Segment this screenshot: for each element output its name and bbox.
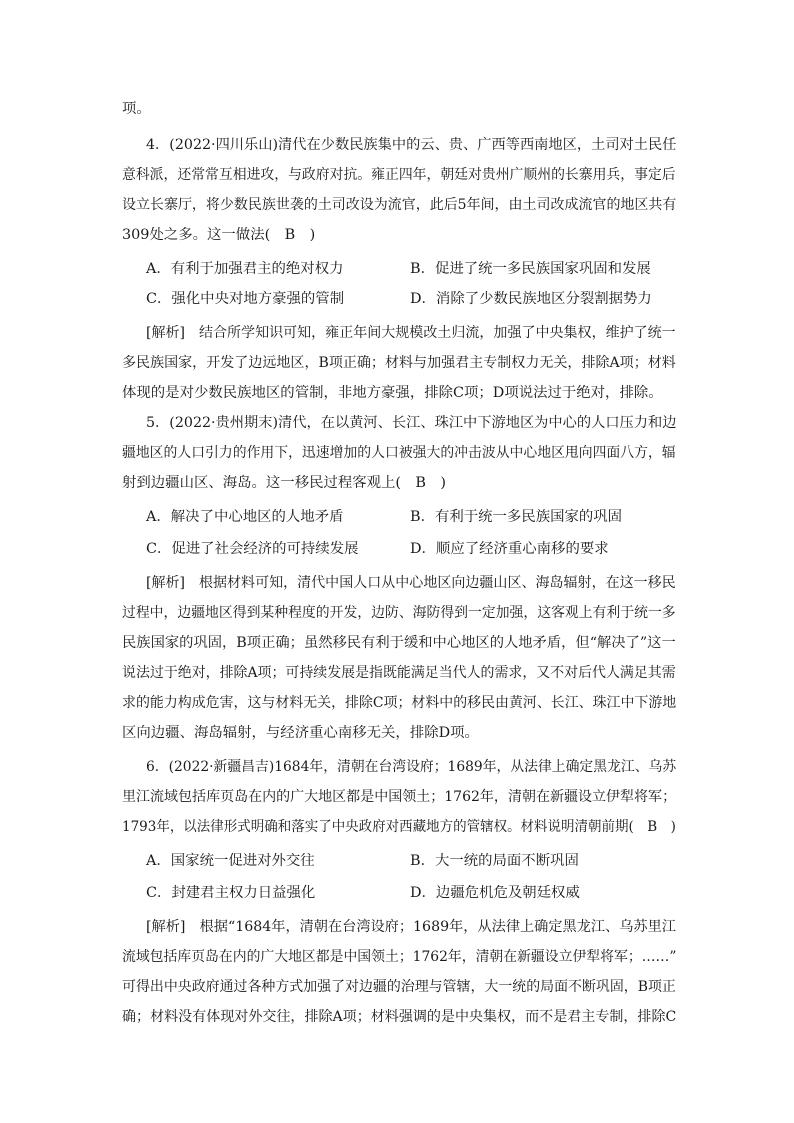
q4-option-d: D．消除了少数民族地区分裂割据势力: [410, 291, 652, 307]
q4-analysis-line: 多民族国家，开发了边远地区，B项正确；材料与加强君主专制权力无关，排除A项；材料: [122, 355, 676, 371]
q4-stem-line: 4．(2022·四川乐山)清代在少数民族集中的云、贵、广西等西南地区，土司对土民任: [146, 137, 677, 153]
q6-option-b: B．大一统的局面不断巩固: [410, 853, 579, 869]
q4-stem-line: 309处之多。这一做法( B ): [122, 227, 316, 243]
q6-option-c: C．封建君主权力日益强化: [146, 885, 316, 901]
q5-option-a: A．解决了中心地区的人地矛盾: [146, 509, 344, 525]
q5-analysis-line: 求的能力构成危害，这与材料无关，排除C项；材料中的移民由黄河、长江、珠江中下游地: [122, 695, 677, 711]
q4-option-a: A．有利于加强君主的绝对权力: [146, 261, 344, 277]
q4-option-c: C．强化中央对地方豪强的管制: [146, 291, 345, 307]
q6-option-d: D．边疆危机危及朝廷权威: [410, 885, 580, 901]
q6-stem-line: 里江流域包括库页岛在内的广大地区都是中国领土；1762年，清朝在新疆设立伊犁将军；: [122, 789, 677, 805]
q5-analysis-line: 说法过于绝对，排除A项；可持续发展是指既能满足当代人的需求，又不对后代人满足其需: [122, 665, 676, 681]
q4-analysis-line: 体现的是对少数民族地区的管制，非地方豪强，排除C项；D项说法过于绝对，排除。: [122, 385, 663, 401]
q3-tail-text: 项。: [122, 101, 151, 117]
q6-analysis-line: [解析] 根据“1684年，清朝在台湾设府；1689年，从法律上确定黑龙江、乌苏里江: [146, 919, 676, 935]
q5-stem-line: 5．(2022·贵州期末)清代，在以黄河、长江、珠江中下游地区为中心的人口压力和边: [146, 415, 677, 431]
q5-option-b: B．有利于统一多民族国家的巩固: [410, 509, 623, 525]
q5-analysis-line: 民族国家的巩固，B项正确；虽然移民有利于缓和中心地区的人地矛盾，但“解决了”这一: [122, 635, 676, 651]
q6-analysis-line: 确；材料没有体现对外交往，排除A项；材料强调的是中央集权，而不是君主专制，排除C: [122, 1009, 677, 1025]
q6-stem-line: 6．(2022·新疆昌吉)1684年，清朝在台湾设府；1689年，从法律上确定黑龙江、乌苏: [146, 759, 677, 775]
q6-analysis-line: 流域包括库页岛在内的广大地区都是中国领土；1762年，清朝在新疆设立伊犁将军；……”: [122, 949, 677, 965]
q5-stem-line: 射到边疆山区、海岛。这一移民过程客观上( B ): [122, 475, 447, 491]
q4-analysis-line: [解析] 结合所学知识可知，雍正年间大规模改土归流，加强了中央集权，维护了统一: [146, 325, 676, 341]
q4-option-b: B．促进了统一多民族国家巩固和发展: [410, 261, 651, 277]
q5-analysis-line: 过程中，边疆地区得到某种程度的开发，边防、海防得到一定加强，这客观上有利于统一多: [122, 605, 676, 621]
q6-option-a: A．国家统一促进对外交往: [146, 853, 315, 869]
q6-analysis-line: 可得出中央政府通过各种方式加强了对边疆的治理与管辖，大一统的局面不断巩固，B项正: [122, 979, 676, 995]
q5-stem-line: 疆地区的人口引力的作用下，迅速增加的人口被强大的冲击波从中心地区甩向四面八方，辐: [122, 445, 676, 461]
q5-analysis-line: [解析] 根据材料可知，清代中国人口从中心地区向边疆山区、海岛辐射，在这一移民: [146, 575, 676, 591]
q4-stem-line: 设立长寨厅，将少数民族世袭的土司改设为流官，此后5年间，由土司改成流官的地区共有: [122, 197, 677, 213]
q5-option-d: D．顺应了经济重心南移的要求: [410, 541, 609, 557]
q6-stem-line: 1793年，以法律形式明确和落实了中央政府对西藏地方的管辖权。材料说明清朝前期( B ): [122, 819, 676, 835]
q5-option-c: C．促进了社会经济的可持续发展: [146, 541, 359, 557]
q4-stem-line: 意科派，还常常互相进攻，与政府对抗。雍正四年，朝廷对贵州广顺州的长寨用兵，事定后: [122, 167, 676, 183]
q5-analysis-line: 区向边疆、海岛辐射，与经济重心南移无关，排除D项。: [122, 725, 479, 741]
